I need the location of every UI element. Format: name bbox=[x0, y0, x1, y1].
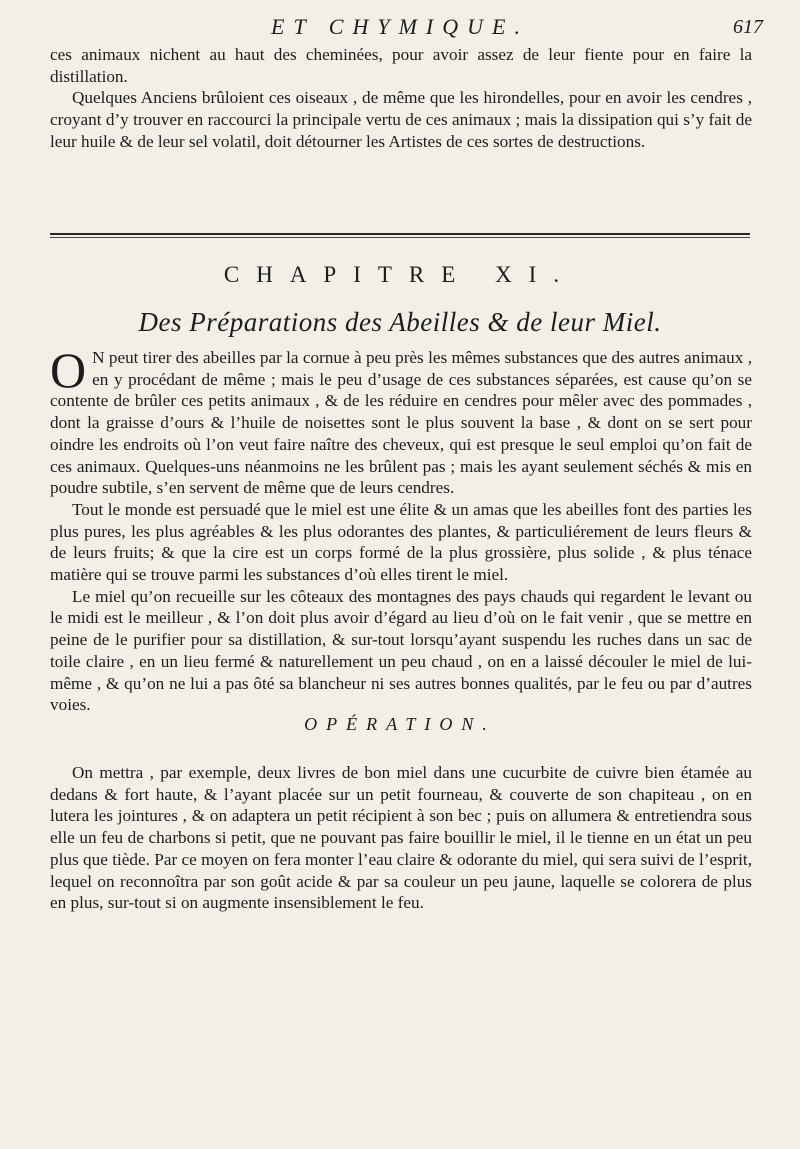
chapter-body bbox=[50, 342, 752, 716]
chapter-title: CHAPITRE XI. bbox=[223, 262, 577, 287]
intro-text bbox=[50, 44, 752, 153]
ornamental-rule bbox=[50, 233, 750, 240]
first-paragraph bbox=[50, 342, 752, 499]
first-paragraph-text: N peut tirer des abeilles par la cornue à peu près les mêmes substances que des autres animaux , en y procédant de même ; mais le peu d’usage de ces substances séparées, est cause qu’on se contente de brûler ces petits animaux , & de les réduire en cendres pour mêler avec des pommades , dont la graisse d’ours & l’huile de noisettes sont le plus souvent la base , & dont on se sert pour oindre les endroits où l’on veut faire naître des cheveux, qui est presque le seul emploi qu’on fait de ces animaux. Quelques-uns néanmoins ne les brûlent pas ; mais les ayant seulement séchés & mis en poudre subtile, s’en servent de même que de leurs cendres. bbox=[50, 348, 752, 498]
chapter-subtitle: Des Préparations des Abeilles & de leur Miel. bbox=[138, 307, 662, 337]
running-head: ET CHYMIQUE. bbox=[271, 14, 529, 39]
drop-cap: O bbox=[50, 342, 87, 398]
body-paragraph: Le miel qu’on recueille sur les côteaux des montagnes des pays chauds qui regardent le levant ou le midi est le meilleur , & l’on doit plus avoir d’égard au lieu d’où on le fait venir , que se mettre en peine de le purifier pour sa distillation, & sur-tout lorsqu’ayant suspendu les ruches dans un sac de toile claire , en un lieu fermé & naturellement un peu chaud , on en a laissé découler le miel de lui-même , & qu’on ne lui a pas ôté sa blancheur ni ses autres bonnes qualités, par le feu ou par d’autres voies. bbox=[50, 586, 752, 715]
intro-paragraph: ces animaux nichent au haut des cheminées, pour avoir assez de leur fiente pour en faire la distillation. bbox=[50, 45, 752, 86]
page-header bbox=[0, 14, 800, 44]
body-paragraph: Tout le monde est persuadé que le miel est une élite & un amas que les abeilles font des parties les plus pures, les plus agréables & les plus odorantes des plantes, & particuliérement de leurs fleurs & de leurs fruits; & que la cire est un corps formé de la plus grossière, plus solide , & plus ténace matière qui se trouve parmi les substances d’où elles tirent le miel. bbox=[50, 499, 752, 585]
page-number: 617 bbox=[733, 16, 763, 38]
intro-paragraph: Quelques Anciens brûloient ces oiseaux , de même que les hirondelles, pour en avoir les cendres , croyant d’y trouver en raccourci la principale vertu de ces animaux ; mais la dissipation qui s’y fait de leur huile & de leur sel volatil, doit détourner les Artistes de ces sortes de destructions. bbox=[50, 88, 752, 151]
operation-heading: OPÉRATION. bbox=[304, 714, 496, 734]
operation-text bbox=[50, 762, 752, 914]
operation-paragraph: On mettra , par exemple, deux livres de bon miel dans une cucurbite de cuivre bien étamée au dedans & fort haute, & l’ayant placée sur un petit fourneau, & couverte de son chapiteau , on en lutera les jointures , & on adaptera un petit récipient à son bec ; puis on allumera & entretiendra sous elle un feu de charbons si petit, que ne pouvant pas faire bouillir le miel, il le tienne en un état un peu plus que tiède. Par ce moyen on fera monter l’eau claire & odorante du miel, qui sera suivi de l’esprit, lequel on reconnoîtra par son goût acide & par sa couleur un peu jaune, laquelle se colorera de plus en plus, sur-tout si on augmente insensiblement le feu. bbox=[50, 763, 752, 913]
